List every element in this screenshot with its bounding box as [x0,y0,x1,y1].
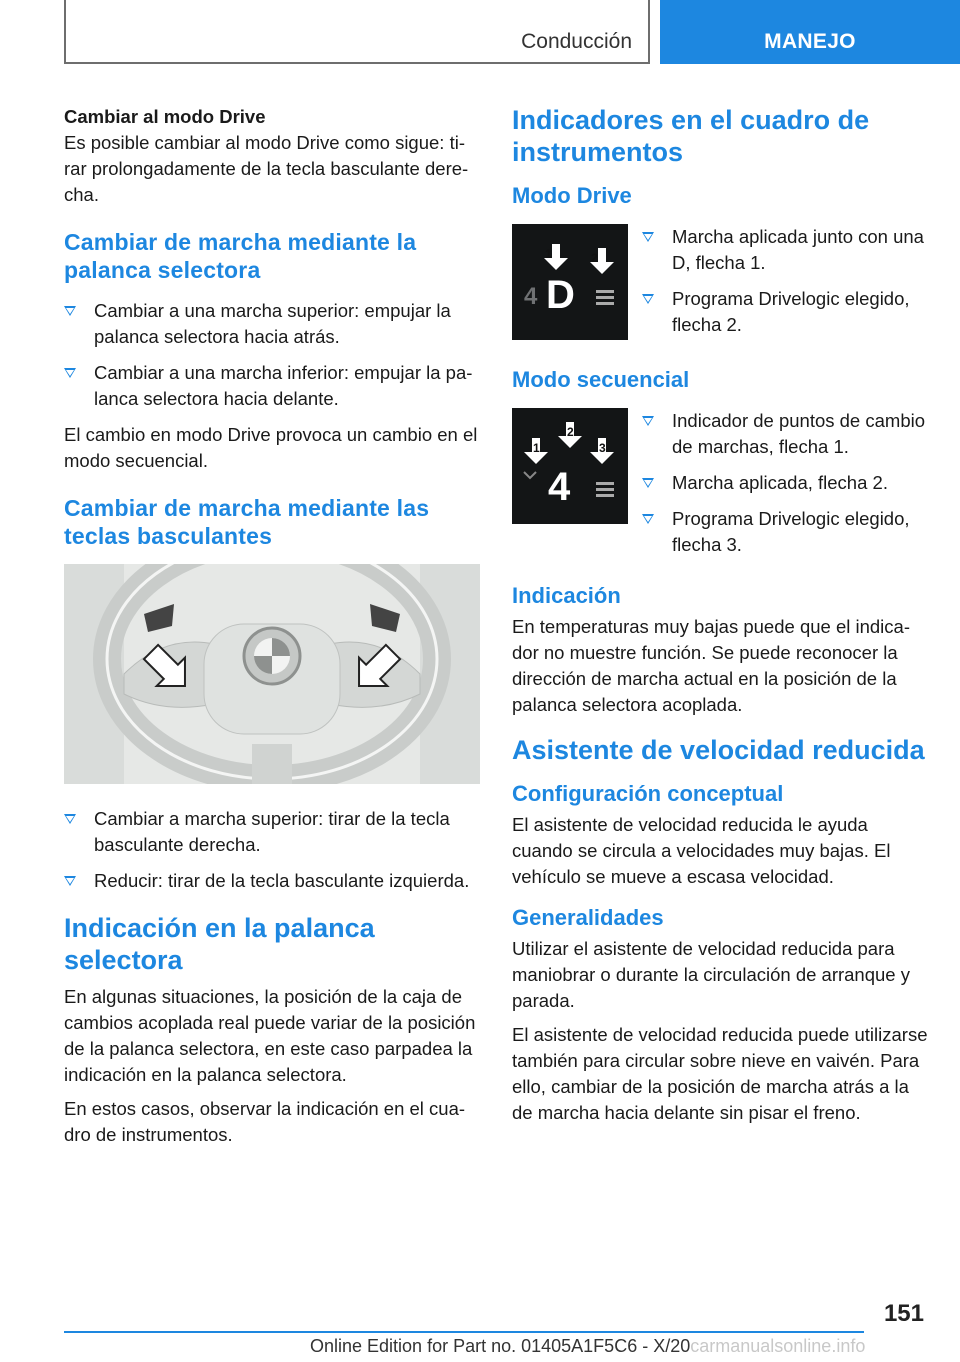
paddles-list [64,806,480,894]
triangle-bullet-icon [64,368,76,378]
low-speed-assist-heading: Asistente de velocidad reducida [512,735,925,765]
list-item: Programa Drivelogic elegido, flecha 3. [642,506,930,558]
lever-indication-text-1: En algunas situaciones, la posición de la caja de cambios acoplada real puede variar de la posición de la palanca selectora, en este caso parpadea la indicación en la palanca selectora. [64,986,476,1085]
footer-watermark: carmanualsonline.info [690,1336,866,1356]
drive-mode-row [512,224,930,348]
general-heading: Generalidades [512,905,664,930]
callout-2: 2 [591,251,598,265]
sequential-mode-row [512,408,930,568]
selector-lever-heading: Cambiar de marcha mediante la palanca selectora [64,229,417,283]
list-item: Cambiar a una marcha inferior: empujar la palanca selectora hacia delante. [64,360,480,412]
concept-heading: Configuración conceptual [512,781,784,806]
indication-text: En temperaturas muy bajas puede que el indicador no muestre función. Se puede reconocer la dirección de marcha actual en la posición de la palanca selectora acoplada. [512,616,910,715]
list-item: Programa Drivelogic elegido, flecha 2. [642,286,930,338]
steering-wheel-image [64,564,480,784]
callout-1: 1 [533,441,540,455]
drive-mode-display-image [512,224,628,340]
sequential-mode-illustration [512,408,628,524]
selector-note: El cambio en modo Drive provoca un cambio en el modo secuencial. [64,424,478,471]
callout-2: 2 [567,425,574,439]
general-text-2: El asistente de velocidad reducida puede utilizarse también para circular sobre nieve en vaivén. Para ello, cambiar de la posición de marcha atrás a la de marcha hacia delante sin pisar el freno. [512,1024,928,1123]
drive-mode-text: Es posible cambiar al modo Drive como sigue: tirar prolongadamente de la tecla basculante derecha. [64,132,469,205]
gear-number: 4 [524,283,538,310]
concept-text: El asistente de velocidad reducida le ayuda cuando se circula a velocidades muy bajas. El vehículo se mueve a escasa velocidad. [512,814,891,887]
general-text-1: Utilizar el asistente de velocidad reducida para maniobrar o durante la circulación de arranque y parada. [512,938,910,1011]
header-chapter-label: MANEJO [764,30,856,53]
callout-3: 3 [599,441,606,455]
triangle-bullet-icon [642,294,654,304]
sequential-mode-list [642,408,930,558]
lever-indication-heading: Indicación en la palanca selectora [64,913,375,975]
drive-mode-heading: Modo Drive [512,183,632,208]
list-item: Reducir: tirar de la tecla basculante izquierda. [64,868,480,894]
footer-edition [310,1336,865,1357]
header-section-box [64,0,650,64]
list-item: Indicador de puntos de cambio de marchas, flecha 1. [642,408,930,460]
footer-edition-text: Online Edition for Part no. 01405A1F5C6 - X/20 [310,1336,691,1356]
drive-mode-list [642,224,930,338]
right-column [512,104,930,1134]
cluster-indicators-heading: Indicadores en el cuadro de instrumentos [512,105,870,167]
list-item: Cambiar a una marcha superior: empujar la palanca selectora hacia atrás. [64,298,480,350]
header-section-title: Conducción [521,30,632,53]
drive-mode-illustration [512,224,628,340]
steering-wheel-illustration [64,564,480,784]
sequential-mode-display-image [512,408,628,524]
list-item: Cambiar a marcha superior: tirar de la tecla basculante derecha. [64,806,480,858]
lever-indication-text-2: En estos casos, observar la indicación en el cuadro de instrumentos. [64,1098,466,1145]
triangle-bullet-icon [64,876,76,886]
triangle-bullet-icon [642,416,654,426]
indication-heading: Indicación [512,583,621,608]
footer-divider [64,1331,864,1333]
triangle-bullet-icon [642,514,654,524]
gear-number: 4 [548,465,571,509]
triangle-bullet-icon [642,478,654,488]
paddles-heading: Cambiar de marcha mediante las teclas basculantes [64,495,430,549]
list-item: Marcha aplicada, flecha 2. [642,470,930,496]
left-column [64,104,480,1156]
callout-1: 1 [545,247,552,261]
triangle-bullet-icon [642,232,654,242]
triangle-bullet-icon [64,814,76,824]
selector-lever-list [64,298,480,412]
drive-mode-title: Cambiar al modo Drive [64,106,266,127]
page-number: 151 [883,1300,924,1327]
drive-letter: D [546,273,575,317]
triangle-bullet-icon [64,306,76,316]
sequential-mode-heading: Modo secuencial [512,367,690,392]
list-item: Marcha aplicada junto con una D, flecha 1. [642,224,930,276]
header-chapter-tab [660,0,960,64]
